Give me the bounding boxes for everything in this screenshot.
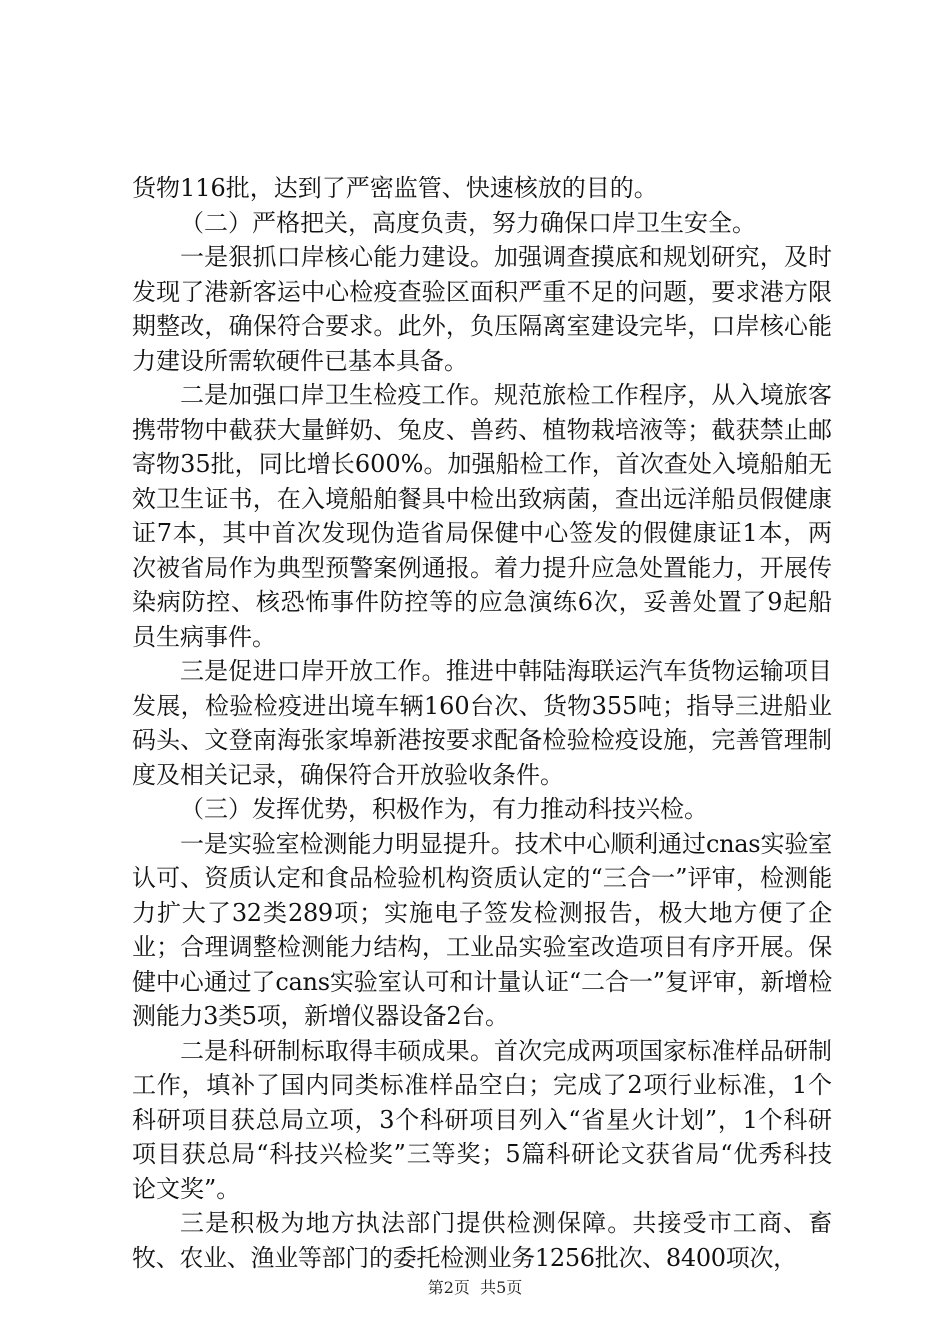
paragraph-testing-support: 三是积极为地方执法部门提供检测保障。共接受市工商、畜牧、农业、渔业等部门的委托检测业务1256批次、8400项次， [132,1209,832,1272]
document-body [132,171,832,1275]
page-total: 共5页 [480,1278,523,1297]
page-number: 第2页 [427,1278,470,1297]
paragraph-research-standards: 二是科研制标取得丰硕成果。首次完成两项国家标准样品研制工作，填补了国内同类标准样品空白；完成了2项行业标准，1个科研项目获总局立项，3个科研项目列入“省星火计划”，1个科研项目获总局“科技兴检奖”三等奖；5篇科研论文获省局“优秀科技论文奖”。 [132,1036,832,1203]
paragraph-core-capacity: 一是狠抓口岸核心能力建设。加强调查摸底和规划研究，及时发现了港新客运中心检疫查验区面积严重不足的问题，要求港方限期整改，确保符合要求。此外，负压隔离室建设完毕，口岸核心能力建设所需软硬件已基本具备。 [132,243,832,375]
paragraph-continuation: 货物116批，达到了严密监管、快速核放的目的。 [132,174,658,202]
paragraph-health-quarantine: 二是加强口岸卫生检疫工作。规范旅检工作程序，从入境旅客携带物中截获大量鲜奶、兔皮、兽药、植物栽培液等；截获禁止邮寄物35批，同比增长600%。加强船检工作，首次查处入境船舶无效卫生证书，在入境船舶餐具中检出致病菌，查出远洋船员假健康证7本，其中首次发现伪造省局保健中心签发的假健康证1本，两次被省局作为典型预警案例通报。着力提升应急处置能力，开展传染病防控、核恐怖事件防控等的应急演练6次，妥善处置了9起船员生病事件。 [132,381,832,651]
paragraph-port-opening: 三是促进口岸开放工作。推进中韩陆海联运汽车货物运输项目发展，检验检疫进出境车辆160台次、货物355吨；指导三进船业码头、文登南海张家埠新港按要求配备检验检疫设施，完善管理制度及相关记录，确保符合开放验收条件。 [132,657,832,789]
section-heading-two: （二）严格把关，高度负责，努力确保口岸卫生安全。 [180,208,756,237]
page-footer [0,1278,950,1298]
section-heading-three: （三）发挥优势，积极作为，有力推动科技兴检。 [180,795,708,823]
paragraph-lab-capacity: 一是实验室检测能力明显提升。技术中心顺利通过cnas实验室认可、资质认定和食品检验机构资质认定的“三合一”评审，检测能力扩大了32类289项；实施电子签发检测报告，极大地方便了企业；合理调整检测能力结构，工业品实验室改造项目有序开展。保健中心通过了cans实验室认可和计量认证“二合一”复评审，新增检测能力3类5项，新增仪器设备2台。 [132,829,832,1030]
